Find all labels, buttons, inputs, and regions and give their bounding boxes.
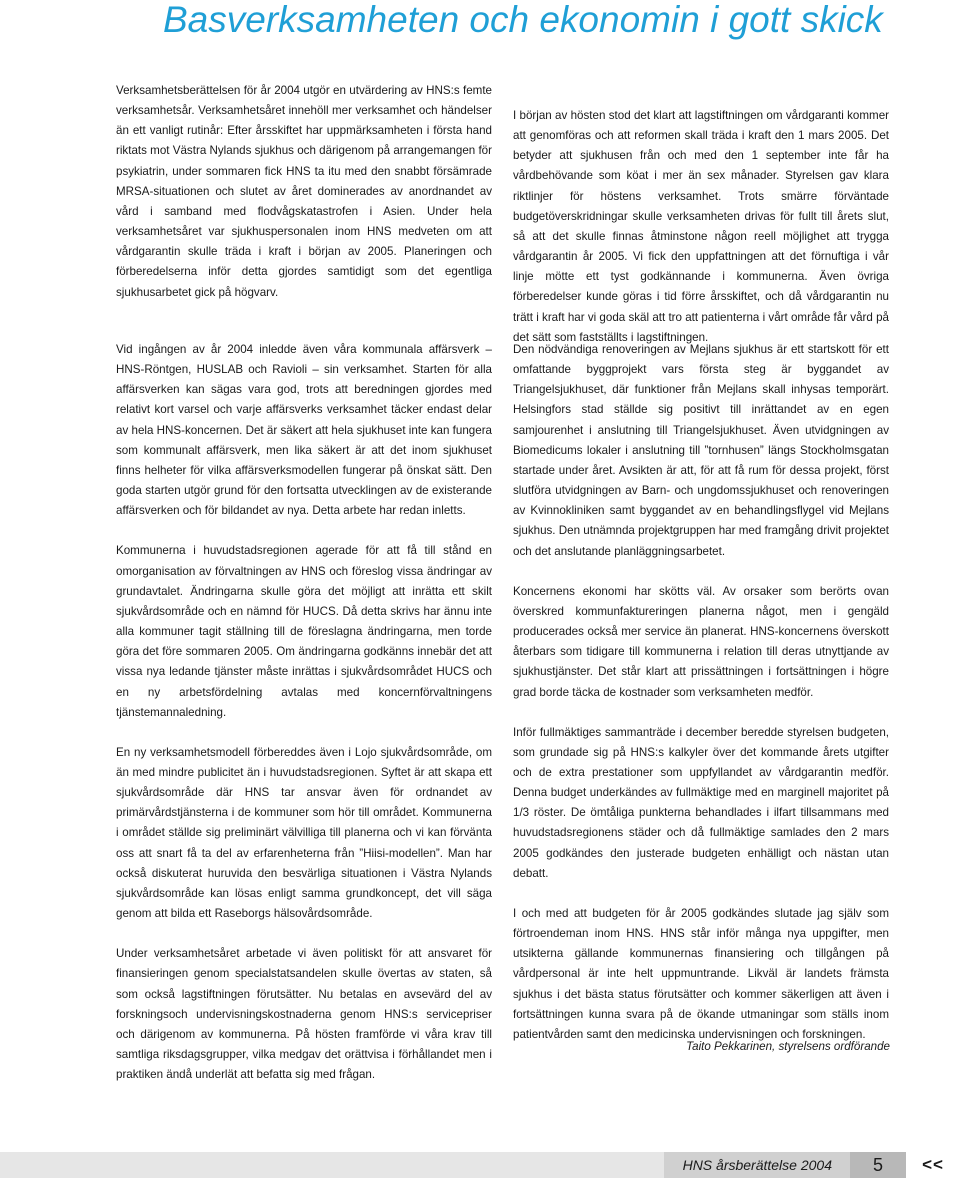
footer-publication-box [664, 1152, 850, 1178]
signature: Taito Pekkarinen, styrelsens ordförande [686, 1040, 890, 1053]
footer-page-box [850, 1152, 906, 1178]
body-paragraph: Vid ingången av år 2004 inledde även våra kommunala affärsverk – HNS-Röntgen, HUSLAB och Ravioli – sin verksamhet. Starten för alla affärsverken kan sägas vara god, trots att beredningen gjordes med relativt kort varsel och varje affärsverks verksamhet täcker endast delar av hela HNS-koncernen. Det är säkert att hela sjukhuset inte kan fungera som kommunalt affärsverk, men lika säkert är att det inom sjukhuset finns helheter för vilka affärsverksmodellen fungerar på önskat sätt. Den goda starten utgör grund för den fortsatta utvecklingen av de existerande affärsverken och för bildandet av nya. Detta arbete har redan inletts. [116, 343, 492, 518]
intro-left-column [116, 81, 492, 303]
body-paragraph: I och med att budgeten för år 2005 godkändes slutade jag själv som förtroendeman inom HNS. HNS står inför många nya uppgifter, men utsikterna gällande kommunernas finansiering och tillgången på vårdpersonal är inte helt uppmuntrande. Likväl är landets främsta sjukhus i det bästa status förutsätter och kommer säkerligen att även i fortsättningen kunna svara på de ökande utmaningar som ställs inom patientvården samt den medicinska undervisningen och forskningen. [513, 906, 889, 1041]
right-column [513, 340, 889, 1045]
footer-publication-title: HNS årsberättelse 2004 [682, 1157, 832, 1173]
page-number: 5 [872, 1155, 883, 1175]
intro-right-column [513, 106, 889, 348]
body-paragraph: Inför fullmäktiges sammanträde i december beredde styrelsen budgeten, som grundade sig på HNS:s kalkyler över det kommande årets utgifter och de extra prestationer som uppfyllandet av vårdgarantin medför. Denna budget underkändes av fullmäktige med en marginell majoritet på 1/3 röster. De ömtåliga punkterna behandlades i ilfart tillsammans med huvudstadsregionens städer och då fullmäktige samlades den 2 mars 2005 godkändes den justerade budgeten enhälligt och nästan utan debatt. [513, 725, 889, 880]
intro-paragraph: I början av hösten stod det klart att lagstiftningen om vårdgaranti kommer att genomföras och att reformen skall träda i kraft den 1 mars 2005. Det betyder att sjukhusen från och med den 1 september inte får ha vårdbehövande som köat i mer än sex månader. Styrelsen gav klara riktlinjer för höstens verksamhet. Trots smärre förväntade budgetöverskridningar skulle verksamheten drivas för fullt till årets slut, så att det skulle finnas åtminstone någon reell möjlighet att trygga vårdgarantin år 2005. Vi fick den uppfattningen att det förnuftiga i vår linje mötte ett tyst godkännande i kommunerna. Även övriga förberedelser kunde göras i tid förre årsskiftet, och då vårdgarantin nu trätt i kraft har vi goda skäl att tro att patienterna i vårt område får vård på det sätt som fastställts i lagstiftningen. [513, 109, 889, 344]
body-paragraph: Koncernens ekonomi har skötts väl. Av orsaker som berörts ovan överskred kommunfaktureringen planerna något, men i gengäld producerades också mer service än planerat. HNS-koncernens överskott återbars som tidigare till kommunerna i relation till deras utnyttjande av sjukhustjänster. Det står klart att prissättningen i fortsättningen i högre grad borde täcka de kostnader som verksamheten medför. [513, 584, 889, 699]
body-paragraph: Kommunerna i huvudstadsregionen agerade för att få till stånd en omorganisation av förvaltningen av HNS och föreslog vissa ändringar av grundavtalet. Ändringarna skulle göra det möjligt att inrätta ett skilt sjukvårdsområde och en nämnd för HUCS. Då detta skrivs har ännu inte alla kommuner tagit ställning till de föreslagna ändringarna, men torde göra det före sommaren 2005. Om ändringarna godkänns innebär det att vissa nya ledande tjänster måste inrättas i sjukvårdsområdet HUCS och en ny arbetsfördelning avtalas med koncernförvaltningens tjänstemannaledning. [116, 544, 492, 719]
left-column [116, 340, 492, 1085]
intro-paragraph: Verksamhetsberättelsen för år 2004 utgör en utvärdering av HNS:s femte verksamhetsår. Verksamhetsåret innehöll mer verksamhet och händelser än ett vanligt rutinår: Efter årsskiftet har uppmärksamheten i första hand riktats mot Västra Nylands sjukhus och därigenom på arrangemangen för psykiatrin, under sommaren fick HNS ta itu med den snabbt försämrade MRSA-situationen och slutet av året dominerades av anordnandet av vård i samband med flodvågskatastrofen i Asien. Under hela verksamhetsåret var sjukhuspersonalen inom HNS medveten om att vårdgarantin skulle träda i kraft i början av 2005. Planeringen och förberedelserna inför detta gjordes samtidigt som det egentliga sjukhusarbetet gick på högvarv. [116, 84, 492, 299]
back-link[interactable] [906, 1152, 960, 1178]
back-arrows-icon[interactable]: << [922, 1155, 944, 1174]
body-paragraph: Under verksamhetsåret arbetade vi även politiskt för att ansvaret för finansieringen genom specialstatsandelen skulle övertas av staten, så som också lagstiftningen förutsätter. Nu betalas en avsevärd del av forskningsoch undervisningskostnaderna genom HNS:s servicepriser och därigenom av kommunerna. På hösten framförde vi våra krav till samtliga riksdagsgrupper, vilka medgav det orättvisa i förhållandet men i praktiken ändå underlät att befatta sig med frågan. [116, 947, 492, 1082]
page-title: Basverksamheten och ekonomin i gott skick [163, 0, 883, 40]
body-paragraph: En ny verksamhetsmodell förbereddes även i Lojo sjukvårdsområde, om än med mindre publicitet än i huvudstadsregionen. Syftet är att skapa ett sjukvårdsområde där HNS tar ansvar även för ordnandet av primärvårdstjänsterna i de kommuner som hör till området. Kommunerna i området ställde sig preliminärt välvilliga till planerna och vi kan förvänta oss att snart få ta del av erfarenheterna från ”Hiisi-modellen”. Man har också diskuterat huruvida den besvärliga situationen i Västra Nylands sjukvårdsområde kan lösas enligt samma grundkoncept, det vill säga genom att bilda ett Raseborgs hälsovårdsområde. [116, 745, 492, 921]
body-paragraph: Den nödvändiga renoveringen av Mejlans sjukhus är ett startskott för ett omfattande byggprojekt vars första steg är byggandet av Triangelsjukhuset, där funktioner från Mejlans skall inhysas temporärt. Helsingfors stad ställde sig positivt till inrättandet av en egen samjourenhet i anslutning till Triangelsjukhuset. Även utvidgningen av Biomedicums lokaler i anslutning till ”tornhusen” längs Stockholmsgatan startade under året. Avsikten är att, för att få rum för dessa projekt, först slutföra utvidgningen av Barn- och ungdomssjukhuset och renoveringen av Kvinnokliniken samt byggandet av en behandlingsflygel vid Mejlans sjukhus. Den utnämnda projektgruppen har med framgång drivit projektet och det anslutande planläggningsarbetet. [513, 343, 889, 558]
